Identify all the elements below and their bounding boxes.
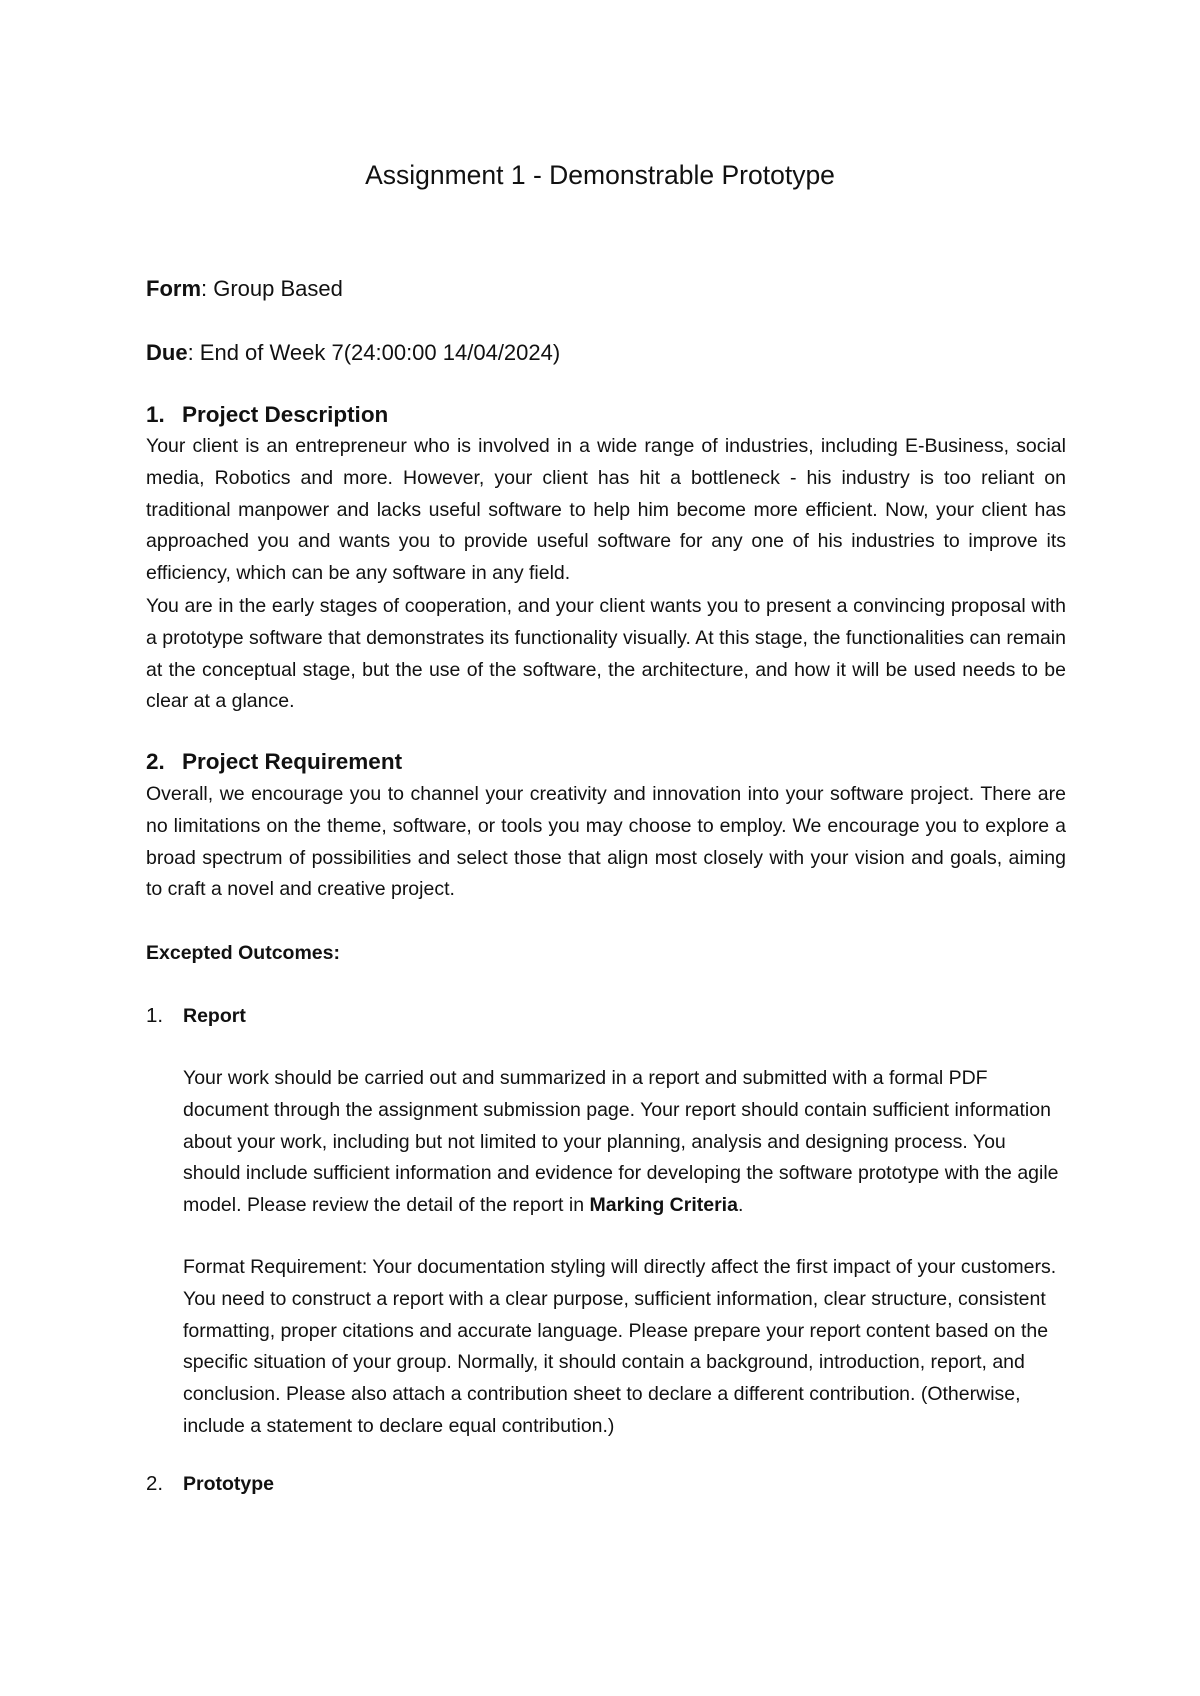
project-description-paragraph-1: Your client is an entrepreneur who is involved in a wide range of industries, including E-Business, social media, Robotics and more. However, your client has hit a bottleneck - his industry is too reliant on traditional manpower and lacks useful software to help him become more efficient. Now, your client has approached you and wants you to provide useful software for any one of his industries to improve its efficiency, which can be any software in any field. bbox=[146, 435, 1066, 585]
report-paragraph-1-text: Your work should be carried out and summarized in a report and submitted with a formal PDF document through the assignment submission page. Your report should contain sufficient information about your work, including but not limited to your planning, analysis and designing process. You should include sufficient information and evidence for developing the software prototype with the agile model. Please review the detail of the report in bbox=[183, 1067, 1059, 1217]
outcome-heading-report bbox=[146, 1001, 246, 1031]
form-label: Form bbox=[146, 276, 201, 301]
report-paragraph-1 bbox=[183, 1063, 1063, 1222]
due-field bbox=[146, 338, 560, 368]
outcome-label: Prototype bbox=[183, 1473, 275, 1495]
section-heading-project-requirement bbox=[146, 747, 402, 777]
outcomes-label: Excepted Outcomes: bbox=[146, 942, 340, 964]
form-field bbox=[146, 274, 343, 304]
section-heading-project-description bbox=[146, 400, 388, 430]
report-format-paragraph: Format Requirement: Your documentation styling will directly affect the first impact of your customers. You need to construct a report with a clear purpose, sufficient information, clear structure, consistent formatting, proper citations and accurate language. Please prepare your report content based on the specific situation of your group. Normally, it should contain a background, introduction, report, and conclusion. Please also attach a contribution sheet to declare a different contribution. (Otherwise, include a statement to declare equal contribution.) bbox=[183, 1256, 1057, 1437]
page-title: Assignment 1 - Demonstrable Prototype bbox=[365, 160, 835, 190]
project-requirement-paragraph: Overall, we encourage you to channel your creativity and innovation into your software project. There are no limitations on the theme, software, or tools you may choose to employ. We encourage you to explore a broad spectrum of possibilities and select those that align most closely with your vision and goals, aiming to craft a novel and creative project. bbox=[146, 783, 1066, 901]
form-value: : Group Based bbox=[201, 276, 343, 301]
section-number: 1. bbox=[146, 402, 165, 427]
outcome-number: 1. bbox=[146, 1004, 164, 1027]
report-paragraph-1-end: . bbox=[737, 1194, 744, 1217]
due-label: Due bbox=[146, 340, 188, 365]
section-number: 2. bbox=[146, 749, 165, 774]
project-description-paragraph-2: You are in the early stages of cooperation, and your client wants you to present a convincing proposal with a prototype software that demonstrates its functionality visually. At this stage, the functionalities can remain at the conceptual stage, but the use of the software, the architecture, and how it will be used needs to be clear at a glance. bbox=[146, 595, 1066, 713]
due-value: : End of Week 7(24:00:00 14/04/2024) bbox=[187, 340, 561, 365]
outcome-label: Report bbox=[183, 1005, 246, 1027]
outcome-heading-prototype bbox=[146, 1469, 274, 1499]
marking-criteria-reference: Marking Criteria bbox=[589, 1194, 738, 1217]
section-title: Project Requirement bbox=[182, 749, 403, 774]
section-title: Project Description bbox=[182, 402, 389, 427]
outcome-number: 2. bbox=[146, 1472, 164, 1495]
